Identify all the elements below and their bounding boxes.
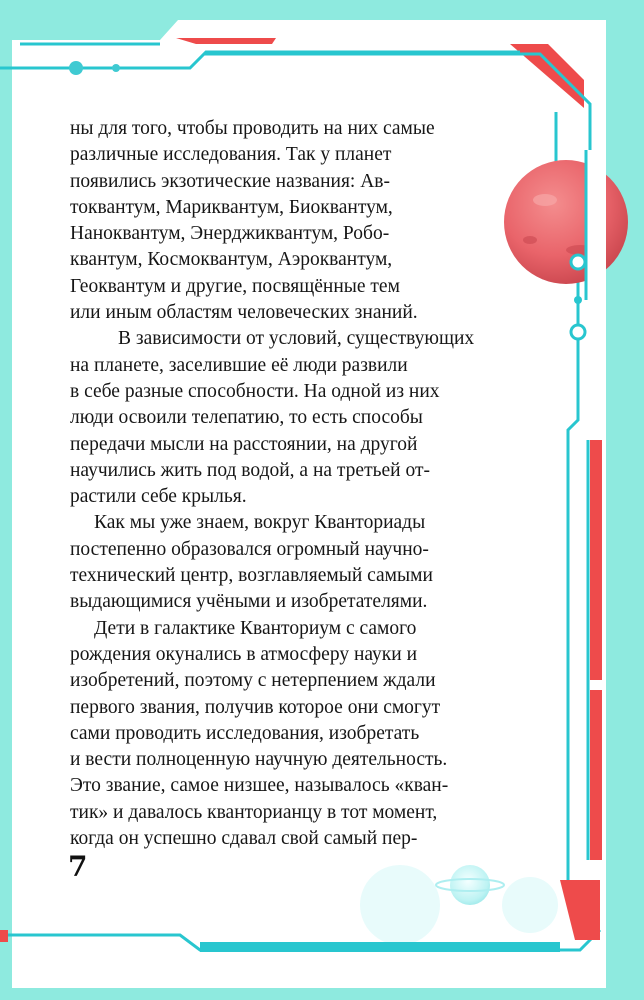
text-line: выдающимися учёными и изобретателями. [70, 591, 428, 613]
text-line: Как мы уже знаем, вокруг Кванториады [94, 512, 426, 534]
text-line: и вести полноценную научную деятельность. [70, 749, 448, 771]
paragraph-3 [70, 510, 536, 615]
bottom-left-bar [0, 930, 8, 942]
page-number: 7 [68, 850, 88, 883]
planet-mask [586, 150, 606, 300]
text-line: изобретений, поэтому с нетерпением ждали [70, 670, 436, 692]
text-line: Дети в галактике Кванториум с самого [94, 617, 417, 639]
text-line: ны для того, чтобы проводить на них самые [70, 118, 435, 139]
text-line: появились экзотические названия: Ав- [70, 170, 390, 192]
text-line: когда он успешно сдавал свой самый пер- [70, 828, 418, 850]
text-line: постепенно образовался огромный научно- [70, 538, 429, 560]
body-text [70, 116, 536, 852]
text-line: сами проводить исследования, изобретать [70, 722, 420, 744]
text-line: технический центр, возглавляемый самыми [70, 565, 433, 587]
text-line: в себе разные способности. На одной из них [70, 380, 440, 402]
frame-dot [112, 64, 120, 72]
frame-dot [571, 255, 585, 269]
text-line: тик» и давалось кванторианцу в тот момент, [70, 801, 438, 823]
text-line: рождения окунались в атмосферу науки и [70, 643, 418, 665]
text-line: В зависимости от условий, существующих [118, 328, 475, 350]
text-line: Это звание, самое низшее, называлось «кван- [70, 775, 449, 797]
frame-dot [571, 325, 585, 339]
text-line: растили себе крылья. [70, 486, 247, 508]
paragraph-2 [70, 326, 536, 510]
text-line: Наноквантум, Энерджиквантум, Робо- [70, 223, 390, 245]
text-line: первого звания, получив которое они смогут [70, 696, 441, 718]
right-red-bar [590, 690, 602, 860]
frame-dot [574, 296, 582, 304]
text-line: люди освоили телепатию, то есть способы [70, 407, 423, 429]
text-line: на планете, заселившие её люди развили [70, 354, 408, 376]
right-red-bar [590, 440, 602, 680]
text-line: различные исследования. Так у планет [70, 144, 392, 166]
paragraph-1 [70, 116, 536, 326]
bottom-cyan-bar [200, 942, 560, 952]
text-line: передачи мысли на расстоянии, на другой [70, 433, 418, 455]
text-line: квантум, Космоквантум, Аэроквантум, [70, 249, 393, 271]
text-line: Геоквантум и другие, посвящённые тем [70, 275, 400, 297]
text-line: или иным областям человеческих знаний. [70, 302, 418, 324]
paragraph-4 [70, 616, 536, 853]
text-line: токвантум, Мариквантум, Биоквантум, [70, 196, 393, 218]
frame-dot [69, 61, 83, 75]
text-line: научились жить под водой, а на третьей от- [70, 459, 430, 481]
